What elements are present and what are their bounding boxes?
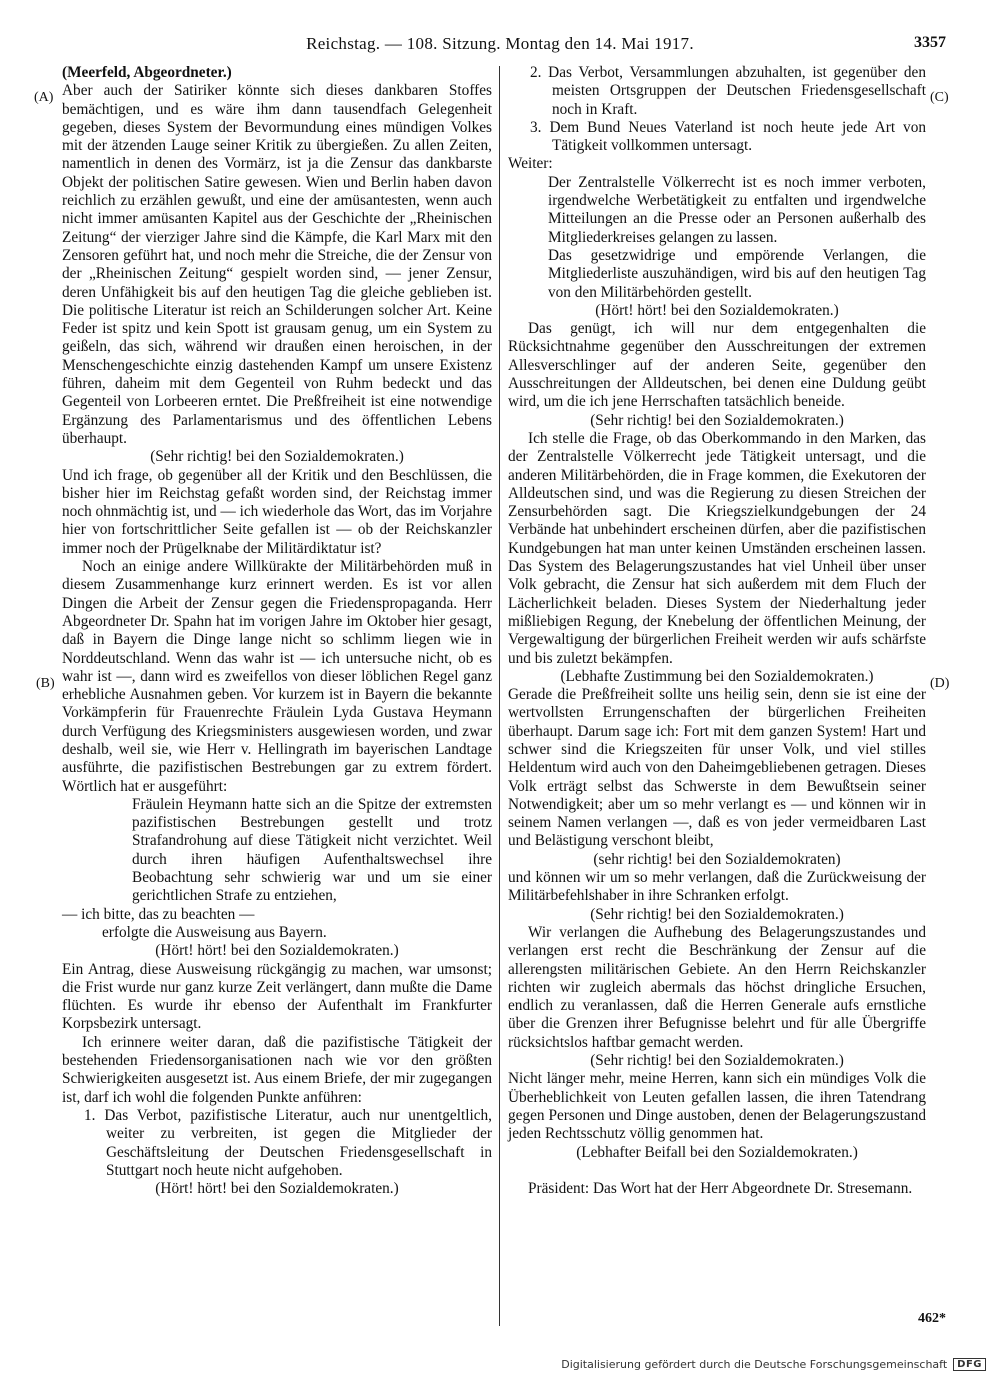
left-column-paragraph: — ich bitte, das zu beachten — — [62, 905, 255, 923]
left-column-paragraph: Ein Antrag, diese Ausweisung rückgängig zu machen, war umsonst; die Frist wurde nur ganz kurze Zeit verlängert, dann mußte die Dame flüchten. Es wurde ihr ebenso der Aufenthalt im Frankfurter Korpsbezirk untersagt. — [62, 960, 492, 1033]
right-column-paragraph: (Sehr richtig! bei den Sozialdemokraten.) — [590, 1052, 844, 1070]
margin-letter-c: (C) — [930, 90, 949, 105]
right-column-paragraph: Nicht länger mehr, meine Herren, kann sich ein mündiges Volk die Überheblichkeit von Leuten gefallen lassen, die ihren Tatendrang gegen Personen und Dinge austoben, denen der Belagerungszustand jeden Rechtsschutz völlig genommen hat. — [508, 1070, 926, 1143]
page-number: 3357 — [914, 34, 946, 51]
right-column-paragraph: Ich stelle die Frage, ob das Oberkommando in den Marken, das der Zentralstelle Völkerrecht jede Tätigkeit untersagt, und die anderen Militärbehörden, die in Frage kommen, die Exekutoren der Alldeutschen sind, und was die Regierung zu diesen Streichen der Zensurbehörden sagt. Die Kriegszielkundgebungen der 24 Verbände hat unbehindert erscheinen dürfen, aber die pazifistischen Kundgebungen hat man unter keinen Umständen erscheinen lassen. Das System des Belagerungszustandes hat viel Unheil über unser Volk gebracht, die Zensur hat sich außerdem mit dem Fluch der Lächerlichkeit beladen. Dieses System der Niederhaltung jeder mißliebigen Regung, der Knebelung der öffentlichen Meinung, der Vergewaltigung der bürgerlichen Freiheit werden wir aufs schärfste und bis zuletzt bekämpfen. — [508, 429, 926, 667]
right-column-paragraph: Das gesetzwidrige und empörende Verlangen, die Mitgliederliste auszuhändigen, wird bis auf den heutigen Tag von den Militärbehörden gestellt. — [548, 246, 926, 301]
right-column-paragraph: 3. Dem Bund Neues Vaterland ist noch heute jede Art von Tätigkeit vollkommen untersagt. — [530, 118, 926, 155]
right-column-paragraph: Präsident: Das Wort hat der Herr Abgeordnete Dr. Stresemann. — [528, 1179, 913, 1197]
signature-mark: 462* — [918, 1311, 946, 1326]
margin-letter-a: (A) — [34, 90, 54, 105]
left-column-paragraph: Und ich frage, ob gegenüber all der Kritik und den Beschlüssen, die bisher hier im Reichstag gefaßt worden sind, der Reichstag immer noch ohnmächtig ist, und — ich wiederhole das Wort, das im Vorjahre hier von fortschrittlicher Seite gefallen ist — ob der Reichskanzler immer noch der Prügelknabe der Militärdiktatur ist? — [62, 466, 492, 557]
right-column-paragraph: und können wir um so mehr verlangen, daß die Zurückweisung der Militärbefehlshaber in ihre Schranken erfolgt. — [508, 869, 926, 905]
right-column-paragraph: Wir verlangen die Aufhebung des Belagerungszustandes und verlangen erst recht die Beschränkung der Zensur auf die allerengsten militärischen Gebiete. An den Herrn Reichskanzler richten wir zugleich abermals das höchst dringliche Ersuchen, endlich zu veranlassen, daß die Herren Generale aufs ernstliche über die Grenzen ihrer Befugnisse belehrt und für alle Übergriffe rücksichtslos haftbar gemacht werden. — [508, 923, 926, 1051]
column-rule — [499, 66, 500, 1326]
left-column — [62, 64, 492, 1198]
right-column — [508, 64, 926, 1198]
digitization-credit — [561, 1358, 986, 1371]
dfg-logo: DFG — [953, 1358, 986, 1371]
right-column-paragraph: 2. Das Verbot, Versammlungen abzuhalten, ist gegenüber den meisten Ortsgruppen der Deutschen Friedensgesellschaft noch in Kraft. — [530, 64, 926, 118]
left-column-paragraph: Ich erinnere weiter daran, daß die pazifistische Tätigkeit der bestehenden Friedensorganisationen nach wie vor den größten Schwierigkeiten ausgesetzt ist. Aus einem Briefe, der mir zugegangen ist, darf ich wohl die folgenden Punkte anführen: — [62, 1033, 492, 1106]
left-column-paragraph: (Sehr richtig! bei den Sozialdemokraten.) — [150, 448, 404, 466]
right-column-paragraph — [508, 1162, 926, 1180]
right-column-paragraph: (Hört! hört! bei den Sozialdemokraten.) — [595, 301, 839, 319]
credit-text: Digitalisierung gefördert durch die Deutsche Forschungsgemeinschaft — [561, 1358, 948, 1371]
left-column-paragraph: (Hört! hört! bei den Sozialdemokraten.) — [155, 942, 399, 960]
right-column-paragraph: Gerade die Preßfreiheit sollte uns heilig sein, denn sie ist eine der wertvollsten Errungenschaften der bürgerlichen Freiheiten überhaupt. Darum sage ich: Fort mit dem ganzen System! Hart und schwer sind die Kriegszeiten für unser Volk, und viel stilles Heldentum wird auch von den Daheimgebliebenen getragen. Dieses Volk erträgt selbst das Schwerste in dem Bewußtsein seiner Notwendigkeit; aber um so mehr verlangt es — und können wir in seinem Namen verlangen —, daß es von jeder vermeidbaren Last und Belästigung verschont bleibt, — [508, 686, 926, 850]
right-column-paragraph: (Sehr richtig! bei den Sozialdemokraten.) — [590, 905, 844, 923]
left-column-paragraph: 1. Das Verbot, pazifistische Literatur, auch nur unentgeltlich, weiter zu verbreiten, ist gegen die Mitglieder der Geschäftsleitung der Deutschen Friedensgesellschaft in Stuttgart noch heute nicht aufgehoben. — [84, 1106, 492, 1179]
left-column-paragraph: (Meerfeld, Abgeordneter.) — [62, 64, 232, 81]
left-column-paragraph: Noch an einige andere Willkürakte der Militärbehörden muß in diesem Zusammenhange kurz erinnert werden. Es ist vor allen Dingen die Arbeit der Zensur gegen die Friedenspropaganda. Herr Abgeordneter Dr. Spahn hat im vorigen Jahre im Oktober hier gesagt, daß in Bayern die Dinge lange nicht so schlimm liegen wie in Norddeutschland. Wenn das wahr ist — ich untersuche nicht, ob es wahr ist —, dann wird es zweifellos von dieser löblichen Regel ganz erhebliche Ausnahmen geben. Vor kurzem ist in Bayern die bekannte Vorkämpferin für Frauenrechte Fräulein Lyda Gustava Heymann durch Verfügung des Kriegsministers ausgewiesen worden, und zwar deshalb, weil sie, wie Herr v. Hellingrath im bayerischen Landtage ausführte, die pazifistischen Bestrebungen gar zu extrem fördert. Wörtlich hat er ausgeführt: — [62, 558, 492, 795]
left-column-paragraph: Fräulein Heymann hatte sich an die Spitze der extremsten pazifistischen Bestrebungen gestellt und trotz Strafandrohung auf diese Tätigkeit nicht verzichtet. Weil durch ihren häufigen Aufenthaltswechsel ihre Beobachtung sehr schwierig war und um sie einer gerichtlichen Strafe zu entziehen, — [132, 795, 492, 905]
right-column-paragraph: (Sehr richtig! bei den Sozialdemokraten.) — [590, 411, 844, 429]
right-column-paragraph: (Lebhafte Zustimmung bei den Sozialdemokraten.) — [560, 667, 874, 685]
page-header — [0, 34, 1000, 56]
left-column-paragraph: (Hört! hört! bei den Sozialdemokraten.) — [155, 1180, 399, 1198]
margin-letter-b: (B) — [36, 676, 55, 691]
running-head: Reichstag. — 108. Sitzung. Montag den 14. Mai 1917. — [306, 34, 694, 53]
right-column-paragraph: Weiter: — [508, 155, 553, 173]
right-column-paragraph: Der Zentralstelle Völkerrecht ist es noch immer verboten, irgendwelche Werbetätigkeit zu entfalten und irgendwelche Mitteilungen an die Presse oder an Personen außerhalb des Mitgliederkreises gelangen zu lassen. — [548, 173, 926, 246]
right-column-paragraph: (Lebhafter Beifall bei den Sozialdemokraten.) — [576, 1143, 858, 1161]
right-column-paragraph: (sehr richtig! bei den Sozialdemokraten) — [593, 850, 841, 868]
left-column-paragraph: Aber auch der Satiriker könnte sich dieses dankbaren Stoffes bemächtigen, und es wäre ihm dann tausendfach Gelegenheit gegeben, dieses System der Bevormundung eines mündigen Volkes mit der ätzenden Lauge seiner Kritik zu übergießen. Zu allen Zeiten, namentlich in denen des Vormärz, ist ja die Zensur das dankbarste Objekt der politischen Satire gewesen. Wien und Berlin haben davon reichlich zu erzählen gewußt, und eine der amüsantesten, wenn auch nicht immer amüsanten Kapitel aus der Geschichte der „Rheinischen Zeitung“ der vierziger Jahre sind die Kämpfe, die Karl Marx mit den Zensoren geführt hat, und noch mehr die Streiche, die der Zensur von der „Rheinischen Zeitung“ gespielt worden sind, — jener Zensur, deren Unfähigkeit bis auf den heutigen Tag die gleiche geblieben ist. Die politische Literatur ist reich an Schilderungen solcher Art. Keine Feder ist spitz und kein Spott ist grausam genug, um ein System zu geißeln, das sich, während wir draußen einen heroischen, in der Menschengeschichte einzig dastehenden Kampf um unsere Existenz führen, daheim mit dem Gegenteil von Ruhm bedeckt und das Gegenteil von Lorbeeren erntet. Die Preßfreiheit ist eine notwendige Ergänzung des Parlamentarismus und des öffentlichen Lebens überhaupt. — [62, 82, 492, 447]
right-column-paragraph: Das genügt, ich will nur dem entgegenhalten die Rücksichtnahme gegenüber den Ausschreitungen der extremen Allesverschlinger auf der anderen Seite, gegenüber den Ausschreitungen der Alldeutschen, bei denen eine Duldung geübt wird, um die ich jene Herrschaften tatsächlich beneide. — [508, 320, 926, 411]
margin-letter-d: (D) — [930, 676, 950, 691]
left-column-paragraph: erfolgte die Ausweisung aus Bayern. — [102, 923, 327, 941]
